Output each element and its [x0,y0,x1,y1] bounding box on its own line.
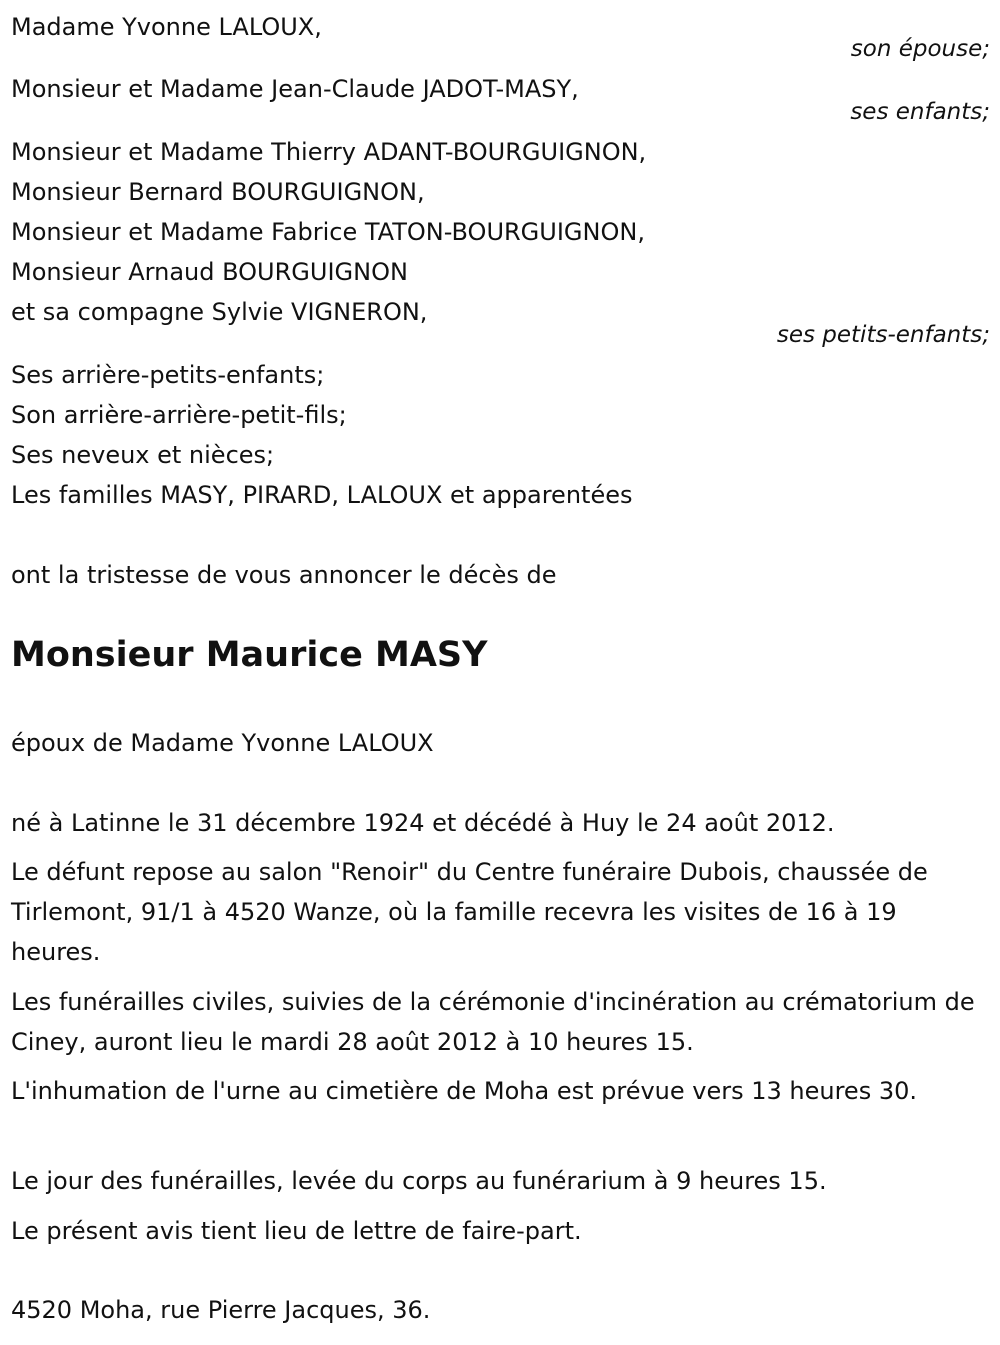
notice-text: Le présent avis tient lieu de lettre de faire-part. [11,1217,582,1245]
relatives-line: Son arrière-arrière-petit-fils; [11,401,347,429]
grandchild-line: Monsieur Bernard BOURGUIGNON, [11,178,425,206]
grandchild-line: Monsieur et Madame Thierry ADANT-BOURGUIGNON, [11,138,647,166]
children-role: ses enfants; [850,99,990,125]
levee-text: Le jour des funérailles, levée du corps au funérarium à 9 heures 15. [11,1167,827,1195]
rest-text: Le défunt repose au salon "Renoir" du Centre funéraire Dubois, chaussée de Tirlemont, 91/1 à 4520 Wanze, où la famille recevra les visites de 16 à 19 heures. [11,858,928,966]
children-line: Monsieur et Madame Jean-Claude JADOT-MASY, [11,75,579,103]
birth-death-text: né à Latinne le 31 décembre 1924 et décédé à Huy le 24 août 2012. [11,809,835,837]
spouse-line: Madame Yvonne LALOUX, [11,13,322,41]
relatives-line: Les familles MASY, PIRARD, LALOUX et apparentées [11,481,633,509]
urn-text: L'inhumation de l'urne au cimetière de Moha est prévue vers 13 heures 30. [11,1077,917,1105]
grandchildren-role: ses petits-enfants; [776,322,990,348]
spouse-role: son épouse; [850,36,990,62]
announcement-text: ont la tristesse de vous annoncer le décès de [11,561,557,589]
spouse-of-text: époux de Madame Yvonne LALOUX [11,729,434,757]
relatives-line: Ses neveux et nièces; [11,441,275,469]
grandchild-line: Monsieur et Madame Fabrice TATON-BOURGUIGNON, [11,218,645,246]
address-text: 4520 Moha, rue Pierre Jacques, 36. [11,1296,431,1324]
deceased-name: Monsieur Maurice MASY [11,635,488,675]
relatives-line: Ses arrière-petits-enfants; [11,361,325,389]
grandchild-line: et sa compagne Sylvie VIGNERON, [11,298,428,326]
funeral-text: Les funérailles civiles, suivies de la cérémonie d'incinération au crématorium de Ciney, auront lieu le mardi 28 août 2012 à 10 heures 15. [11,988,975,1056]
grandchild-line: Monsieur Arnaud BOURGUIGNON [11,258,408,286]
